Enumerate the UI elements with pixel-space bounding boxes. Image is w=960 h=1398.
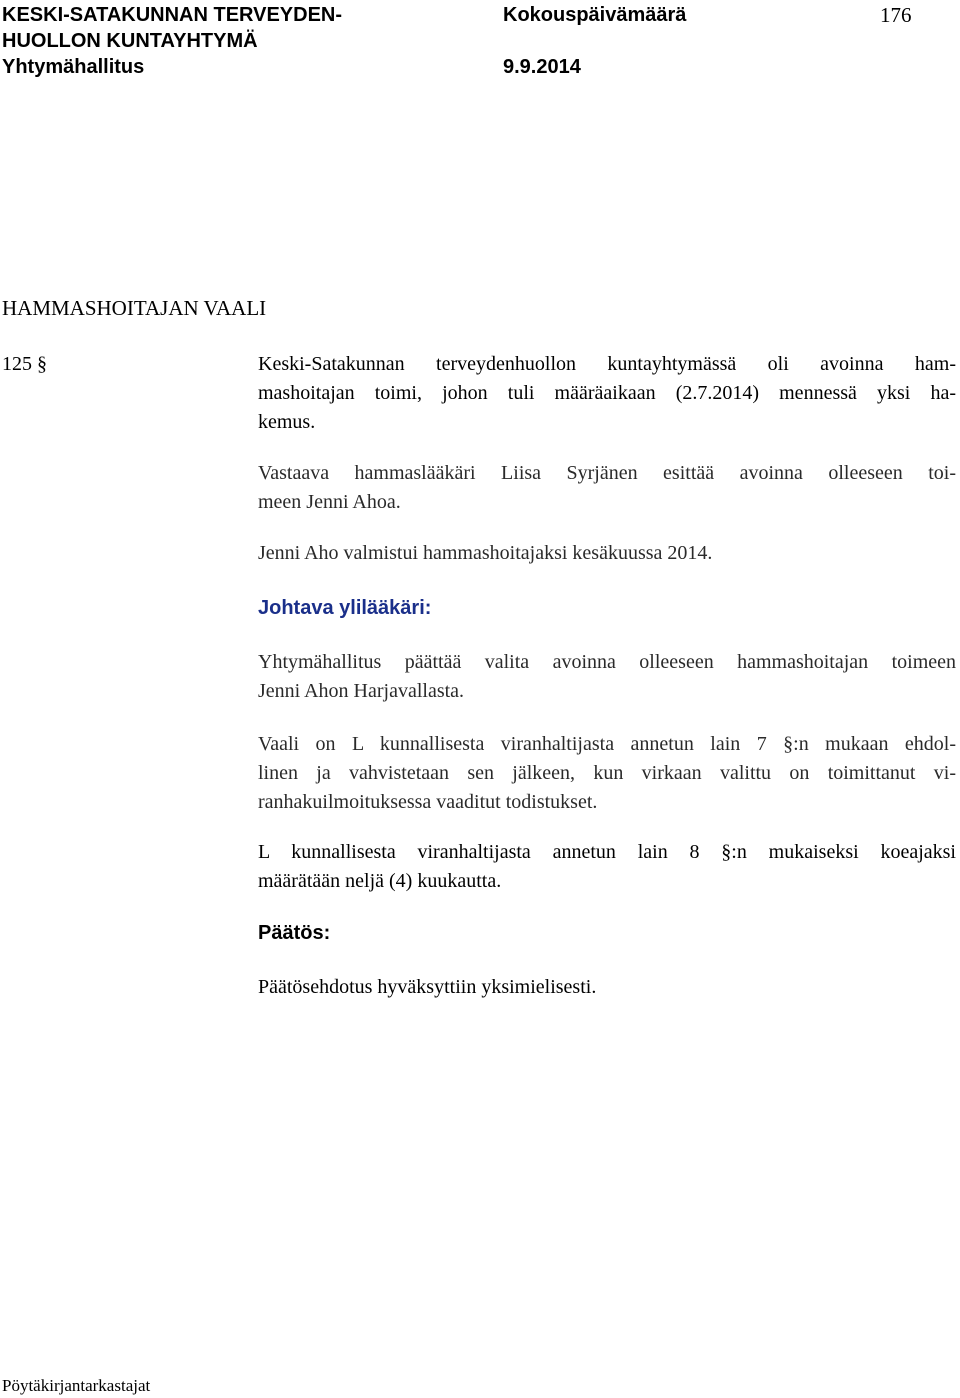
text-line: mashoitajan toimi, johon tuli määräaikaan (2.7.2014) mennessä yksi ha- bbox=[258, 382, 956, 404]
proposal-heading: Johtava ylilääkäri: bbox=[258, 597, 432, 619]
paragraph-proposal bbox=[258, 648, 956, 706]
section-number: 125 § bbox=[2, 353, 47, 375]
text-line: Jenni Aho valmistui hammashoitajaksi kesäkuussa 2014. bbox=[258, 542, 713, 564]
text-line: meen Jenni Ahoa. bbox=[258, 491, 401, 513]
text-line: kemus. bbox=[258, 411, 316, 433]
text-line: Vastaava hammaslääkäri Liisa Syrjänen esittää avoinna olleeseen toi- bbox=[258, 462, 956, 484]
footer-signatories-label: Pöytäkirjantarkastajat bbox=[2, 1376, 151, 1395]
text-line: linen ja vahvistetaan sen jälkeen, kun virkaan valittu on toimittanut vi- bbox=[258, 762, 956, 784]
meeting-date-value: 9.9.2014 bbox=[503, 56, 581, 78]
text-line: määrätään neljä (4) kuukautta. bbox=[258, 870, 502, 892]
paragraph-vacancy bbox=[258, 350, 956, 437]
text-line: Keski-Satakunnan terveydenhuollon kuntayhtymässä oli avoinna ham- bbox=[258, 353, 956, 375]
paragraph-nomination bbox=[258, 459, 956, 517]
decision-heading: Päätös: bbox=[258, 922, 331, 944]
text-line: ranhakuilmoituksessa vaaditut todistukset. bbox=[258, 791, 598, 813]
paragraph-conditions bbox=[258, 730, 956, 817]
text-line: L kunnallisesta viranhaltijasta annetun lain 8 §:n mukaiseksi koeajaksi bbox=[258, 841, 956, 863]
text-line: Jenni Ahon Harjavallasta. bbox=[258, 680, 465, 702]
text-line: Vaali on L kunnallisesta viranhaltijasta annetun lain 7 §:n mukaan ehdol- bbox=[258, 733, 956, 755]
paragraph-graduation bbox=[258, 539, 956, 568]
org-name-line2: HUOLLON KUNTAYHTYMÄ bbox=[2, 30, 258, 52]
decision-text: Päätösehdotus hyväksyttiin yksimielisesti. bbox=[258, 976, 597, 998]
section-title: HAMMASHOITAJAN VAALI bbox=[2, 296, 267, 320]
org-name-line1: KESKI-SATAKUNNAN TERVEYDEN- bbox=[2, 4, 343, 26]
page-number: 176 bbox=[880, 3, 912, 27]
text-line: Yhtymähallitus päättää valita avoinna olleeseen hammashoitajan toimeen bbox=[258, 651, 956, 673]
board-name: Yhtymähallitus bbox=[2, 56, 145, 78]
paragraph-trial-period bbox=[258, 838, 956, 896]
meeting-date-label: Kokouspäivämäärä bbox=[503, 4, 687, 26]
